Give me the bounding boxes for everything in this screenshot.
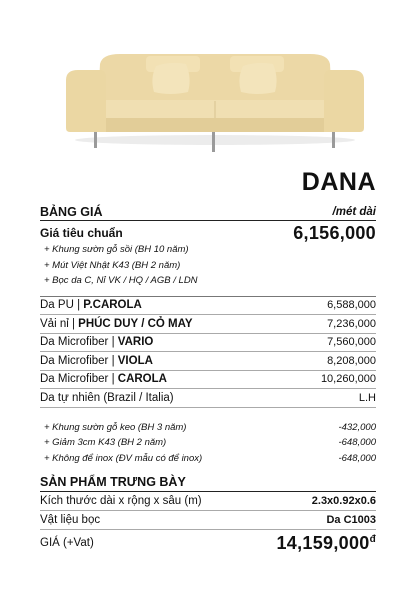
material-price: 7,560,000 — [327, 336, 376, 349]
adjustment-label: + Khung sườn gỗ keo (BH 3 năm) — [44, 421, 187, 433]
material-name: P.CAROLA — [83, 299, 142, 312]
material-option-row — [40, 334, 376, 353]
material-name: PHÚC DUY / CỎ MAY — [78, 317, 193, 330]
material-price: L.H — [358, 391, 376, 404]
total-price-value — [276, 533, 376, 554]
adjustment-price: -432,000 — [338, 421, 376, 433]
total-price-label: GIÁ (+Vat) — [40, 537, 94, 549]
material-name: VARIO — [117, 336, 154, 349]
display-spec-value: 2.3x0.92x0.6 — [311, 495, 376, 507]
spec-note: + Bọc da C, Nỉ VK / HQ / AGB / LDN — [44, 275, 198, 286]
sofa-image — [60, 44, 370, 162]
material-price: 6,588,000 — [327, 299, 376, 312]
adjustment-price: -648,000 — [338, 437, 376, 449]
spec-note: + Mút Việt Nhật K43 (BH 2 năm) — [44, 259, 181, 271]
material-type: Vải nỉ | — [40, 317, 79, 330]
material-option-row — [40, 315, 376, 334]
adjustment-label: + Giảm 3cm K43 (BH 2 năm) — [44, 437, 167, 449]
display-spec-label: Vật liệu bọc — [40, 514, 101, 526]
spec-note: + Khung sườn gỗ sồi (BH 10 năm) — [44, 244, 189, 255]
adjustment-row — [40, 451, 376, 467]
material-price: 8,208,000 — [327, 354, 376, 367]
material-name: CAROLA — [117, 373, 167, 386]
display-spec-value: Da C1003 — [326, 514, 376, 526]
adjustment-price: -648,000 — [338, 452, 376, 464]
display-product-title: SẢN PHẨM TRƯNG BÀY — [40, 475, 186, 489]
material-type: Da Microfiber | — [40, 373, 118, 386]
standard-price-row — [40, 222, 376, 244]
price-table-header — [40, 204, 376, 221]
adjustment-row — [40, 435, 376, 451]
display-spec-row — [40, 492, 376, 511]
spacer — [40, 408, 376, 420]
material-option-row — [40, 389, 376, 408]
material-type: Da Microfiber | — [40, 336, 118, 349]
display-product-header — [40, 473, 376, 492]
standard-price-value: 6,156,000 — [293, 222, 376, 243]
material-option-row — [40, 297, 376, 316]
adjustment-label: + Không để inox (ĐV mẫu có để inox) — [44, 452, 203, 464]
display-spec-label: Kích thước dài x rộng x sâu (m) — [40, 495, 202, 507]
material-price: 7,236,000 — [327, 317, 376, 330]
standard-price-label: Giá tiêu chuẩn — [40, 226, 123, 240]
material-type: Da tự nhiên (Brazil / Italia) — [40, 391, 174, 404]
price-unit: /mét dài — [332, 206, 376, 218]
product-name: DANA — [301, 168, 376, 196]
material-type: Da Microfiber | — [40, 354, 118, 367]
material-type: Da PU | — [40, 299, 84, 312]
currency-symbol: đ — [369, 533, 376, 545]
total-price-row — [40, 530, 376, 556]
total-price-amount: 14,159,000 — [276, 532, 370, 553]
price-table — [40, 204, 376, 556]
material-option-row — [40, 371, 376, 390]
material-name: VIOLA — [117, 354, 153, 367]
display-spec-row — [40, 511, 376, 530]
material-price: 10,260,000 — [320, 373, 376, 386]
material-option-row — [40, 352, 376, 371]
price-table-title: BẢNG GIÁ — [40, 205, 103, 219]
adjustment-row — [40, 420, 376, 436]
